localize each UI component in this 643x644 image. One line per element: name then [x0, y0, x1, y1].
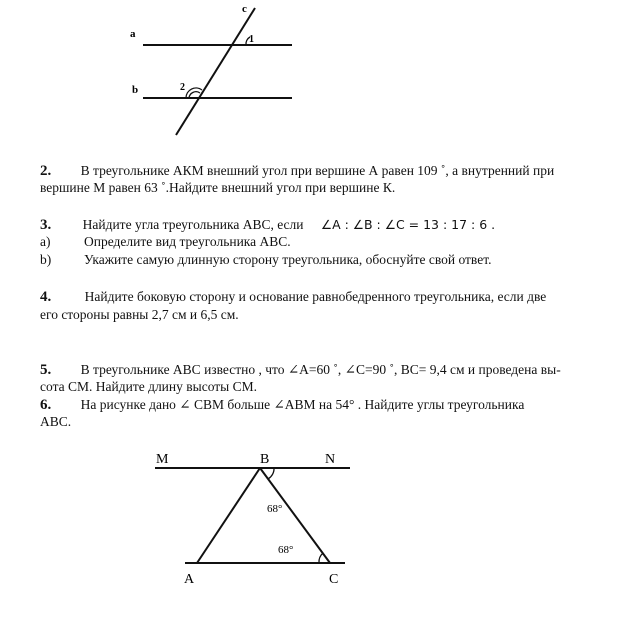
- problem-5-number: 5.: [40, 362, 52, 378]
- problem-2-number: 2.: [40, 163, 52, 179]
- problem-3-ratio: ∠A : ∠B : ∠C = 13 : 17 : 6 .: [320, 217, 496, 232]
- angle-b-arc: [268, 468, 274, 479]
- problem-3b-text: Укажите самую длинную сторону треугольника, обоснуйте свой ответ.: [84, 252, 492, 267]
- problem-3-line: [40, 216, 495, 234]
- label-b-vertex: B: [260, 452, 270, 467]
- problem-2-line1: [40, 162, 554, 180]
- problem-4-line1: [40, 288, 546, 306]
- side-bc: [260, 468, 330, 563]
- label-angle-1: 1: [249, 34, 254, 45]
- problem-3b: [40, 251, 491, 268]
- figure-parallel-lines: [120, 0, 310, 140]
- problem-3a-text: Определите вид треугольника АВС.: [84, 234, 291, 249]
- problem-4-line2: его стороны равны 2,7 см и 6,5 см.: [40, 307, 239, 322]
- label-b: b: [132, 84, 139, 96]
- angle-label-b: 68°: [267, 503, 283, 515]
- angle-label-c: 68°: [278, 544, 294, 556]
- problem-2-text: В треугольнике АКМ внешний угол при вершине А равен 109 ˚, а внутренний при: [80, 163, 555, 178]
- problem-5-line2: сота СМ. Найдите длину высоты СМ.: [40, 379, 257, 394]
- problem-6-line1: [40, 396, 524, 414]
- problem-4-number: 4.: [40, 289, 52, 305]
- problem-3a: [40, 233, 291, 250]
- side-ab: [197, 468, 260, 563]
- angle-c-arc: [319, 553, 323, 563]
- problem-6-line2: АВС.: [40, 414, 72, 429]
- label-c-vertex: C: [329, 572, 339, 587]
- figure-triangle: [150, 445, 360, 595]
- transversal-c: [176, 8, 255, 135]
- label-a-vertex: A: [184, 572, 195, 587]
- label-angle-2: 2: [180, 82, 185, 93]
- problem-6-text: На рисунке дано ∠ CBM больше ∠ABM на 54° . Найдите углы треугольника: [80, 397, 525, 412]
- problem-4-text: Найдите боковую сторону и основание равнобедренного треугольника, если две: [84, 289, 547, 304]
- label-m: M: [156, 452, 169, 467]
- label-c: c: [242, 3, 247, 15]
- problem-5-text: В треугольнике АВС известно , что ∠А=60 ˚, ∠С=90 ˚, ВС= 9,4 см и проведена вы-: [80, 362, 561, 377]
- problem-3-text: Найдите угла треугольника АВС, если: [82, 217, 304, 232]
- problem-3a-label: а): [40, 234, 51, 249]
- problem-6-number: 6.: [40, 397, 52, 413]
- problem-2-line2: вершине М равен 63 ˚.Найдите внешний угол при вершине К.: [40, 180, 396, 195]
- label-a: a: [130, 28, 136, 40]
- problem-5-line1: [40, 361, 561, 379]
- label-n: N: [325, 452, 336, 467]
- problem-3b-label: b): [40, 252, 52, 267]
- problem-3-number: 3.: [40, 217, 52, 233]
